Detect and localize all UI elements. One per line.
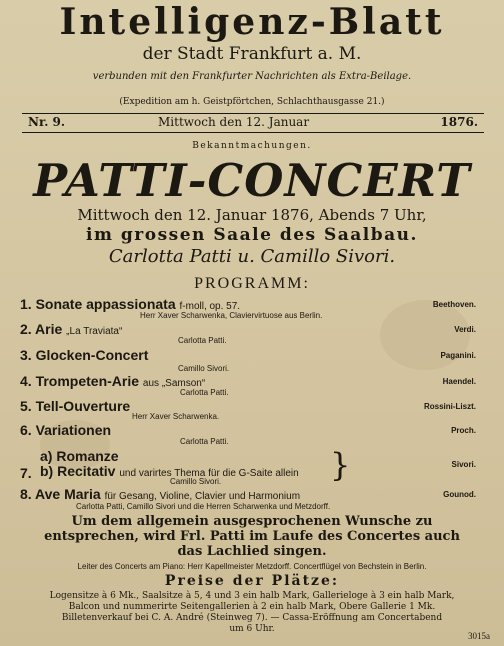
program-item-performer: Carlotta Patti. — [178, 336, 227, 345]
concert-date: Mittwoch den 12. Januar 1876, Abends 7 Uhr, — [77, 206, 427, 224]
program-item-composer: Verdi. — [454, 325, 476, 334]
notice-text: Um dem allgemein ausgesprochenen Wunsche zu entsprechen, wird Frl. Patti im Laufe des Concertes auch das Lachlied singen. — [44, 514, 460, 559]
program-item-7-number: 7. — [20, 465, 32, 481]
print-code: 3015a — [468, 631, 490, 641]
prices-heading: Preise der Plätze: — [164, 573, 340, 589]
program-item-title: 1. Sonate appassionata — [20, 296, 176, 312]
program-item-title: 5. Tell-Ouverture — [20, 398, 131, 414]
issue-year: 1876. — [440, 115, 478, 129]
issue-number: Nr. 9. — [28, 115, 66, 129]
section-heading: Bekanntmachungen. — [192, 141, 312, 151]
masthead-address: (Expedition am h. Geistpförtchen, Schlachthausgasse 21.) — [119, 97, 385, 107]
program-item-composer: Proch. — [451, 426, 476, 435]
program-item-title: 4. Trompeten-Arie — [20, 373, 140, 389]
program-item-title: 6. Variationen — [20, 422, 112, 438]
masthead-subtitle: der Stadt Frankfurt a. M. — [142, 44, 362, 64]
divider — [22, 113, 484, 114]
issue-date: Mittwoch den 12. Januar — [158, 115, 310, 129]
concert-artists: Carlotta Patti u. Camillo Sivori. — [108, 246, 396, 267]
concert-venue: im grossen Saale des Saalbau. — [86, 225, 418, 245]
prices-line: Billetenverkauf bei C. A. André (Steinweg 7). — Cassa-Eröffnung am Concertabend — [61, 613, 443, 623]
program-item-composer: Gounod. — [443, 490, 476, 499]
program-item-performer: Carlotta Patti. — [180, 388, 229, 397]
program-item-composer: Paganini. — [440, 351, 476, 360]
masthead-title: Intelligenz-Blatt — [59, 1, 445, 43]
program-item-composer: Haendel. — [442, 377, 476, 386]
program-item — [20, 347, 148, 363]
program-item-detail: f-moll, op. 57. — [179, 301, 241, 312]
program-item-detail: aus „Samson“ — [142, 378, 206, 389]
program-heading: PROGRAMM: — [194, 275, 310, 292]
program-item-title: 3. Glocken-Concert — [20, 347, 149, 363]
program-item-performer: Camillo Sivori. — [170, 477, 222, 486]
program-item-performer: Herr Xaver Scharwenka. — [132, 412, 220, 421]
program-item-composer: Sivori. — [451, 460, 476, 469]
program-item-title: 8. Ave Maria — [20, 486, 101, 502]
divider — [22, 132, 484, 133]
prices-line: um 6 Uhr. — [229, 624, 275, 634]
program-item — [20, 398, 130, 414]
program-item-composer: Beethoven. — [432, 300, 476, 309]
program-item-detail: für Gesang, Violine, Clavier und Harmonium — [104, 491, 301, 502]
program-item-performer: Carlotta Patti. — [180, 437, 229, 446]
program-item-composer: Rossini-Liszt. — [423, 402, 476, 411]
program-item — [20, 422, 111, 438]
conductor-note: Leiter des Concerts am Piano: Herr Kapellmeister Metzdorff. Concertflügel von Bechstein in Berlin. — [77, 562, 427, 571]
program-item-detail: „La Traviata“ — [66, 326, 123, 337]
program-item-performer: Herr Xaver Scharwenka, Claviervirtuose aus Berlin. — [140, 311, 323, 320]
program-item-detail: und varirtes Thema für die G-Saite allein — [119, 468, 299, 479]
program-item-performer: Camillo Sivori. — [178, 364, 230, 373]
prices-line: Balcon und nummerirte Seitengallerien à 2 ein halb Mark, Obere Gallerie 1 Mk. — [68, 602, 436, 612]
brace-icon: } — [330, 446, 351, 484]
program-item-title: b) Recitativ — [40, 463, 116, 479]
issue-row — [28, 115, 478, 131]
program-item — [20, 373, 205, 392]
concert-title: PATTI-CONCERT — [33, 154, 471, 207]
program-item-performer: Carlotta Patti, Camillo Sivori und die Herren Scharwenka und Metzdorff. — [76, 502, 331, 511]
program-item-7a: a) Romanze — [40, 448, 119, 464]
program-item-title: 2. Arie — [20, 321, 63, 337]
masthead-tagline: verbunden mit den Frankfurter Nachrichten als Extra-Beilage. — [92, 71, 412, 82]
prices-line: Logensitze à 6 Mk., Saalsitze à 5, 4 und 3 ein halb Mark, Gallerieloge à 3 ein halb Mark, — [49, 591, 455, 601]
program-item — [20, 321, 122, 340]
